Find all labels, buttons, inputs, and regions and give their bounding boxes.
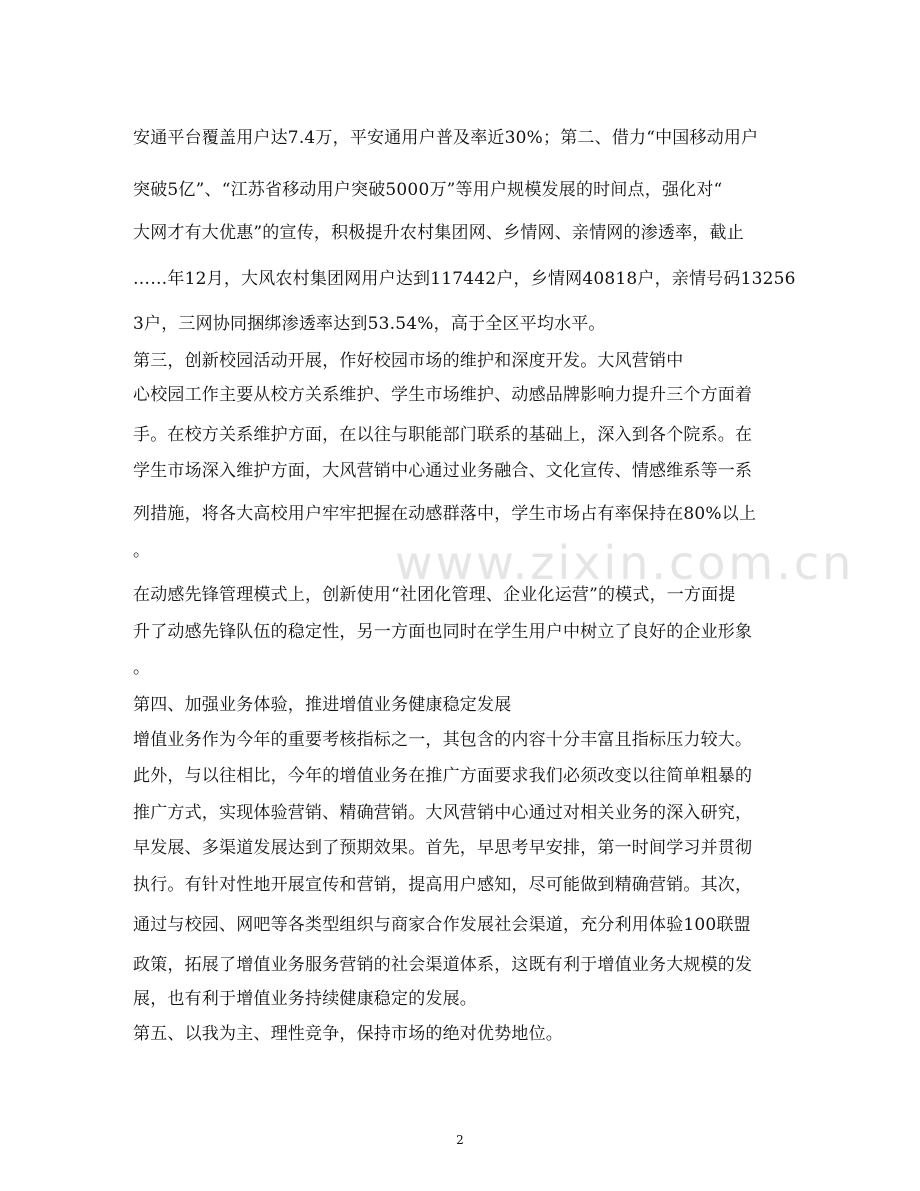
text-line: 展，也有利于增值业务持续健康稳定的发展。 xyxy=(133,989,477,1009)
page-number: 2 xyxy=(456,1133,464,1147)
text-line: 早发展、多渠道发展达到了预期效果。首先，早思考早安排，第一时间学习并贯彻 xyxy=(133,838,753,858)
section-heading: 第四、加强业务体验，推进增值业务健康稳定发展 xyxy=(133,695,512,715)
text-line: 手。在校方关系维护方面，在以往与职能部门联系的基础上，深入到各个院系。在 xyxy=(133,425,753,445)
section-heading: 第五、以我为主、理性竞争，保持市场的绝对优势地位。 xyxy=(133,1024,563,1044)
watermark: www.zixin.com.cn xyxy=(395,536,855,590)
text-line: 升了动感先锋队伍的稳定性，另一方面也同时在学生用户中树立了良好的企业形象 xyxy=(133,622,753,642)
text-line: 列措施，将各大高校用户牢牢把握在动感群落中，学生市场占有率保持在80%以上 xyxy=(133,504,757,524)
text-line: 。 xyxy=(133,541,151,561)
text-line: ……年12月，大风农村集团网用户达到117442户，乡情网40818户，亲情号码13256 xyxy=(133,269,796,289)
text-line: 执行。有针对性地开展宣传和营销，提高用户感知，尽可能做到精确营销。其次， xyxy=(133,875,753,895)
text-line: 心校园工作主要从校方关系维护、学生市场维护、动感品牌影响力提升三个方面着 xyxy=(133,385,753,405)
text-line: 通过与校园、网吧等各类型组织与商家合作发展社会渠道，充分利用体验100联盟 xyxy=(133,915,751,935)
text-line: 大网才有大优惠”的宣传，积极提升农村集团网、乡情网、亲情网的渗透率，截止 xyxy=(133,223,744,243)
text-line: 。 xyxy=(133,658,151,678)
text-line: 推广方式，实现体验营销、精确营销。大风营销中心通过对相关业务的深入研究， xyxy=(133,803,753,823)
text-line: 此外，与以往相比，今年的增值业务在推广方面要求我们必须改变以往简单粗暴的 xyxy=(133,766,753,786)
text-line: 增值业务作为今年的重要考核指标之一，其包含的内容十分丰富且指标压力较大。 xyxy=(133,730,753,750)
text-line: 学生市场深入维护方面，大风营销中心通过业务融合、文化宣传、情感维系等一系 xyxy=(133,461,753,481)
text-line: 政策，拓展了增值业务服务营销的社会渠道体系，这既有利于增值业务大规模的发 xyxy=(133,955,753,975)
text-line: 安通平台覆盖用户达7.4万，平安通用户普及率近30%；第二、借力“中国移动用户 xyxy=(133,128,759,148)
text-line: 突破5亿”、“江苏省移动用户突破5000万”等用户规模发展的时间点，强化对“ xyxy=(133,180,723,200)
text-line: 3户，三网协同捆绑渗透率达到53.54%，高于全区平均水平。 xyxy=(133,314,606,334)
text-line: 第三，创新校园活动开展，作好校园市场的维护和深度开发。大风营销中 xyxy=(133,351,684,371)
text-line: 在动感先锋管理模式上，创新使用“社团化管理、企业化运营”的模式，一方面提 xyxy=(133,585,736,605)
